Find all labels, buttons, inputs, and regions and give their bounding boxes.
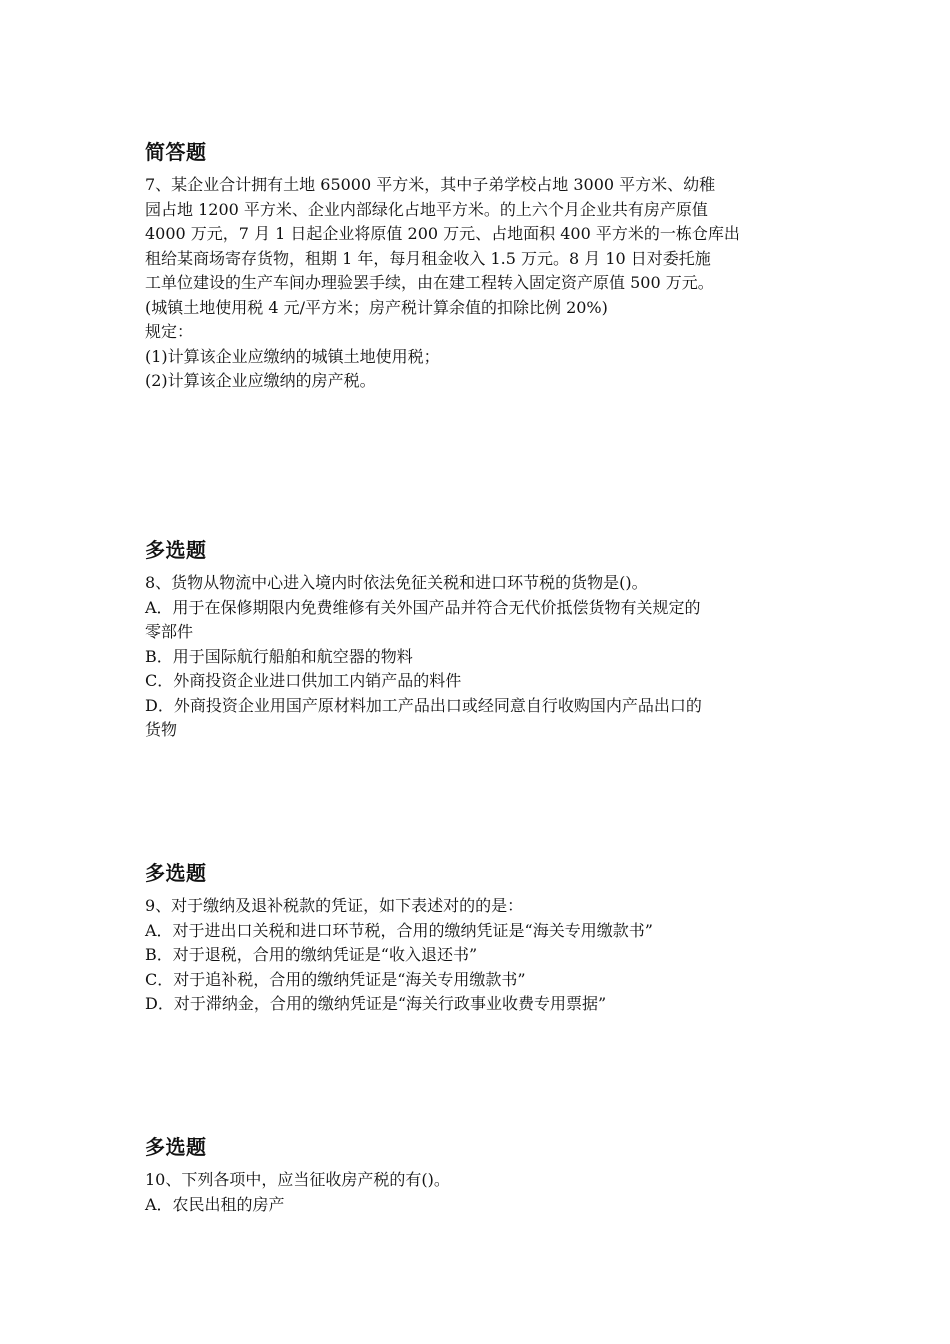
- question-10-stem: 10、下列各项中，应当征收房产税的有()。: [145, 1170, 450, 1189]
- question-9-stem: 9、对于缴纳及退补税款的凭证，如下表述对的的是：: [145, 896, 524, 915]
- option-a-continued: 零部件: [145, 622, 194, 641]
- question-7-stem: 4000 万元，7 月 1 日起企业将原值 200 万元、占地面积 400 平方米的一栋仓库出: [145, 224, 740, 243]
- section-heading: 简答题: [145, 140, 207, 164]
- section-heading: 多选题: [145, 1135, 207, 1159]
- question-7-stem: 园占地 1200 平方米、企业内部绿化占地平方米。的上六个月企业共有房产原值: [145, 199, 708, 219]
- question-10-section: [145, 1134, 825, 1217]
- option-a: A．用于在保修期限内免费维修有关外国产品并符合无代价抵偿货物有关规定的: [145, 597, 701, 617]
- option-b: B．对于退税，合用的缴纳凭证是“收入退还书”: [145, 945, 478, 964]
- option-b: B．用于国际航行船舶和航空器的物料: [145, 646, 413, 666]
- question-7-stem: 工单位建设的生产车间办理验罢手续，由在建工程转入固定资产原值 500 万元。: [145, 273, 714, 292]
- option-c: C．外商投资企业进口供加工内销产品的料件: [145, 671, 462, 690]
- option-d: D．外商投资企业用国产原材料加工产品出口或经同意自行收购国内产品出口的: [145, 695, 702, 715]
- question-7-stem: 租给某商场寄存货物，租期 1 年，每月租金收入 1.5 万元。8 月 10 日对委托施: [145, 248, 711, 268]
- option-c: C．对于追补税，合用的缴纳凭证是“海关专用缴款书”: [145, 969, 526, 989]
- question-8-section: [145, 537, 825, 743]
- question-7-requirement-label: 规定：: [145, 322, 194, 341]
- question-9-section: [145, 860, 825, 1017]
- question-7-stem: (城镇土地使用税 4 元/平方米；房产税计算余值的扣除比例 20%): [145, 297, 608, 317]
- question-7-requirement: (2)计算该企业应缴纳的房产税。: [145, 371, 376, 390]
- question-8-stem: 8、货物从物流中心进入境内时依法免征关税和进口环节税的货物是()。: [145, 573, 648, 592]
- option-d: D．对于滞纳金，合用的缴纳凭证是“海关行政事业收费专用票据”: [145, 994, 607, 1013]
- section-heading: 多选题: [145, 538, 207, 562]
- option-a: A．对于进出口关税和进口环节税，合用的缴纳凭证是“海关专用缴款书”: [145, 920, 653, 940]
- option-a: A．农民出租的房产: [145, 1194, 285, 1214]
- question-7-section: [145, 139, 825, 394]
- question-7-requirement: (1)计算该企业应缴纳的城镇土地使用税；: [145, 346, 440, 366]
- section-heading: 多选题: [145, 861, 207, 885]
- question-7-stem: 7、某企业合计拥有土地 65000 平方米，其中子弟学校占地 3000 平方米、幼稚: [145, 175, 716, 194]
- option-d-continued: 货物: [145, 720, 178, 739]
